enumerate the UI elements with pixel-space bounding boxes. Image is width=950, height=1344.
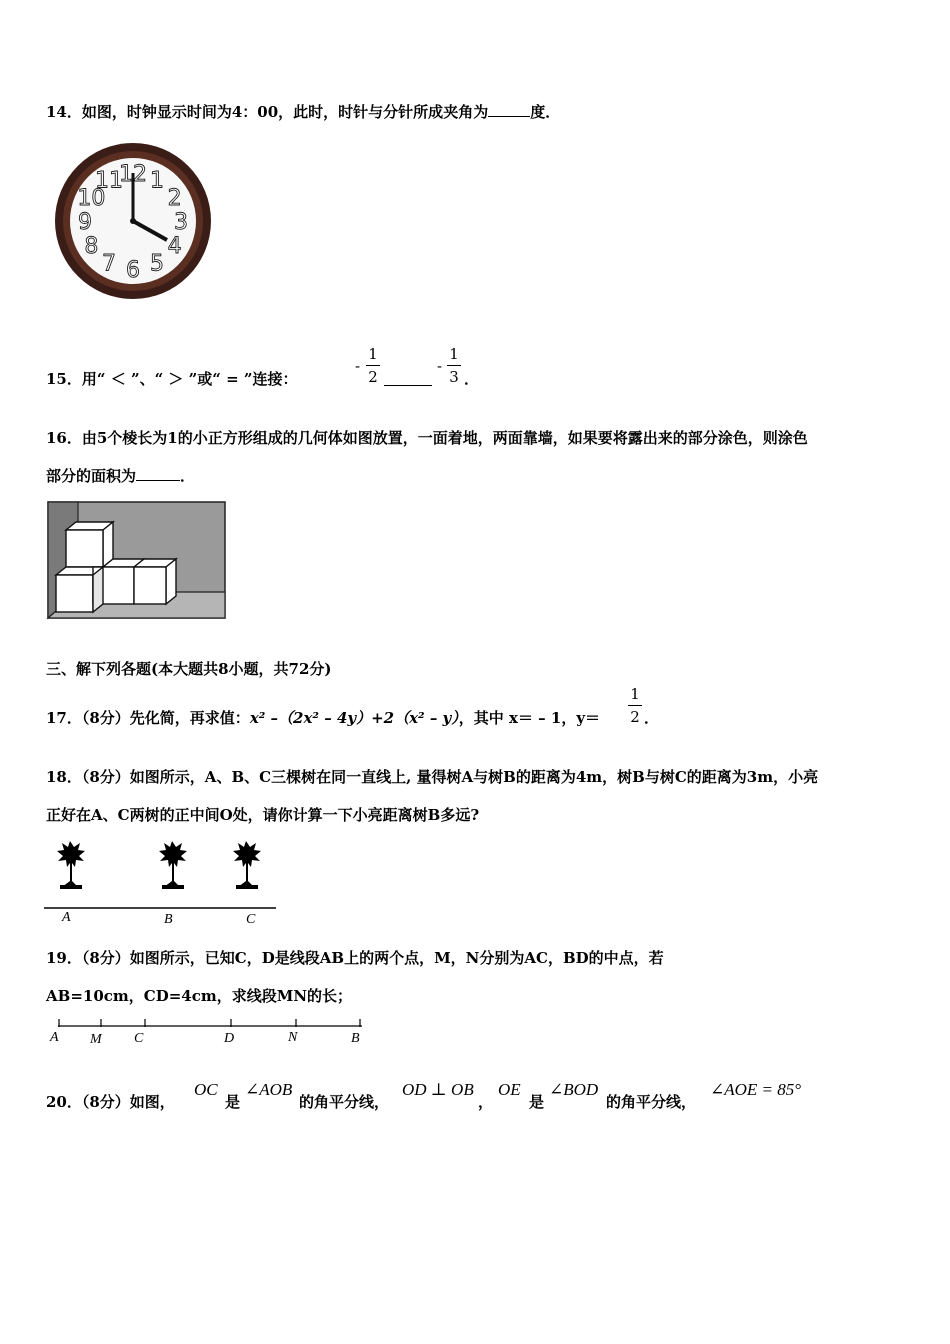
clock-numeral: 12 — [119, 162, 147, 187]
q20-angle-bod: ∠BOD — [549, 1080, 599, 1099]
q17-condition: ，其中 x＝ – 1，y＝ — [458, 709, 601, 727]
q16-line1: 16．由5个棱长为1的小正方形组成的几何体如图放置，一面着地，两面靠墙，如果要将露出来的部分涂色，则涂色 — [46, 429, 808, 447]
segment-label-n: N — [288, 1030, 298, 1045]
q17-fraction — [628, 685, 642, 726]
q15-blank — [384, 371, 432, 386]
q20-angle-aob: ∠AOB — [245, 1080, 293, 1099]
trees-figure — [44, 835, 278, 915]
fraction-bar — [366, 365, 380, 366]
q20-prefix: 20．（8分）如图， — [46, 1093, 175, 1111]
q20-bisector-2: 的角平分线， — [606, 1093, 697, 1111]
clock-numeral: 10 — [77, 186, 106, 211]
q19-line2: AB=10cm，CD=4cm，求线段MN的长； — [46, 987, 353, 1005]
clock-numeral: 7 — [102, 251, 116, 277]
q17-prefix: 17．（8分）先化简，再求值： — [46, 709, 250, 727]
clock-numeral: 5 — [150, 251, 164, 277]
q20-perpendicular: OD ⊥ OB — [402, 1080, 474, 1099]
clock-numeral: 1 — [150, 168, 164, 194]
q17-frac-num: 1 — [630, 685, 640, 703]
question-20 — [46, 1092, 175, 1112]
question-18-line2 — [46, 805, 479, 825]
clock-numeral: 6 — [126, 258, 140, 283]
q15-fraction-2 — [447, 345, 461, 386]
section-3-title — [46, 659, 332, 679]
question-16-line2 — [46, 466, 195, 486]
tree-label-c: C — [246, 912, 256, 927]
segment-figure — [54, 1016, 366, 1030]
q20-angle-aoe: ∠AOE = 85° — [710, 1080, 802, 1099]
tree-a-icon — [57, 841, 85, 889]
q15-fraction-1 — [366, 345, 380, 386]
fraction-bar — [628, 705, 642, 706]
q15-frac1-den: 2 — [368, 368, 378, 386]
clock-numeral: 8 — [84, 234, 99, 259]
question-14 — [46, 102, 560, 122]
q20-is-2: 是 — [529, 1093, 545, 1111]
q18-line2: 正好在A、C两树的正中间O处，请你计算一下小亮距离树B多远? — [46, 806, 480, 824]
question-19-line1 — [46, 948, 664, 968]
clock-numeral: 3 — [174, 210, 188, 235]
q17-expression: x² –（2x² – 4y）+2（x² – y） — [249, 709, 459, 727]
question-15 — [46, 369, 298, 389]
q14-text: 14．如图，时钟显示时间为4：00，此时，时针与分针所成夹角为 — [46, 103, 489, 121]
q20-oc: OC — [194, 1080, 218, 1099]
segment-label-d: D — [224, 1031, 235, 1046]
question-16-line1 — [46, 428, 808, 448]
tree-label-b: B — [164, 912, 173, 927]
q15-frac1-num: 1 — [368, 345, 378, 363]
segment-label-b: B — [351, 1031, 360, 1046]
q16-suffix: ． — [180, 467, 196, 485]
q15-sign-2: - — [437, 357, 443, 375]
question-18-line1 — [46, 767, 818, 787]
q17-frac-den: 2 — [630, 708, 640, 726]
cube-figure — [46, 500, 228, 622]
q20-bisector-1: 的角平分线， — [299, 1093, 390, 1111]
segment-label-c: C — [134, 1031, 144, 1046]
tree-label-a: A — [62, 910, 71, 925]
section-3-text: 三、解下列各题(本大题共8小题，共72分) — [46, 660, 332, 678]
q20-is-1: 是 — [225, 1093, 241, 1111]
q18-line1: 18．（8分）如图所示，A、B、C三棵树在同一直线上, 量得树A与树B的距离为4m，树B与树C的距离为3m，小亮 — [46, 768, 819, 786]
q16-line2: 部分的面积为 — [46, 467, 137, 485]
q14-suffix: 度． — [530, 103, 561, 121]
question-19-line2 — [46, 986, 352, 1006]
segment-label-m: M — [90, 1032, 102, 1047]
fraction-bar — [447, 365, 461, 366]
tree-c-icon — [233, 841, 261, 889]
q19-line1: 19．（8分）如图所示，已知C，D是线段AB上的两个点，M，N分别为AC，BD的中点，若 — [46, 949, 664, 967]
q16-blank — [136, 466, 180, 481]
q15-sign-1: - — [355, 357, 361, 375]
q20-oe: OE — [498, 1080, 521, 1099]
segment-label-a: A — [50, 1030, 59, 1045]
clock-numeral: 11 — [95, 168, 123, 194]
clock-numeral: 9 — [78, 210, 92, 235]
q15-end: ． — [464, 370, 480, 388]
question-17 — [46, 708, 600, 728]
q15-text: 15．用“ ＜ ”、“ ＞ ”或“ = ”连接： — [46, 370, 298, 388]
clock-numeral: 2 — [167, 186, 182, 211]
q20-comma: ， — [478, 1093, 494, 1111]
tree-b-icon — [159, 841, 187, 889]
clock-figure — [50, 140, 216, 304]
q17-end: ． — [644, 709, 660, 727]
q15-frac2-num: 1 — [449, 345, 459, 363]
q15-frac2-den: 3 — [449, 368, 459, 386]
clock-numeral: 4 — [167, 234, 182, 259]
q14-blank — [488, 102, 530, 117]
